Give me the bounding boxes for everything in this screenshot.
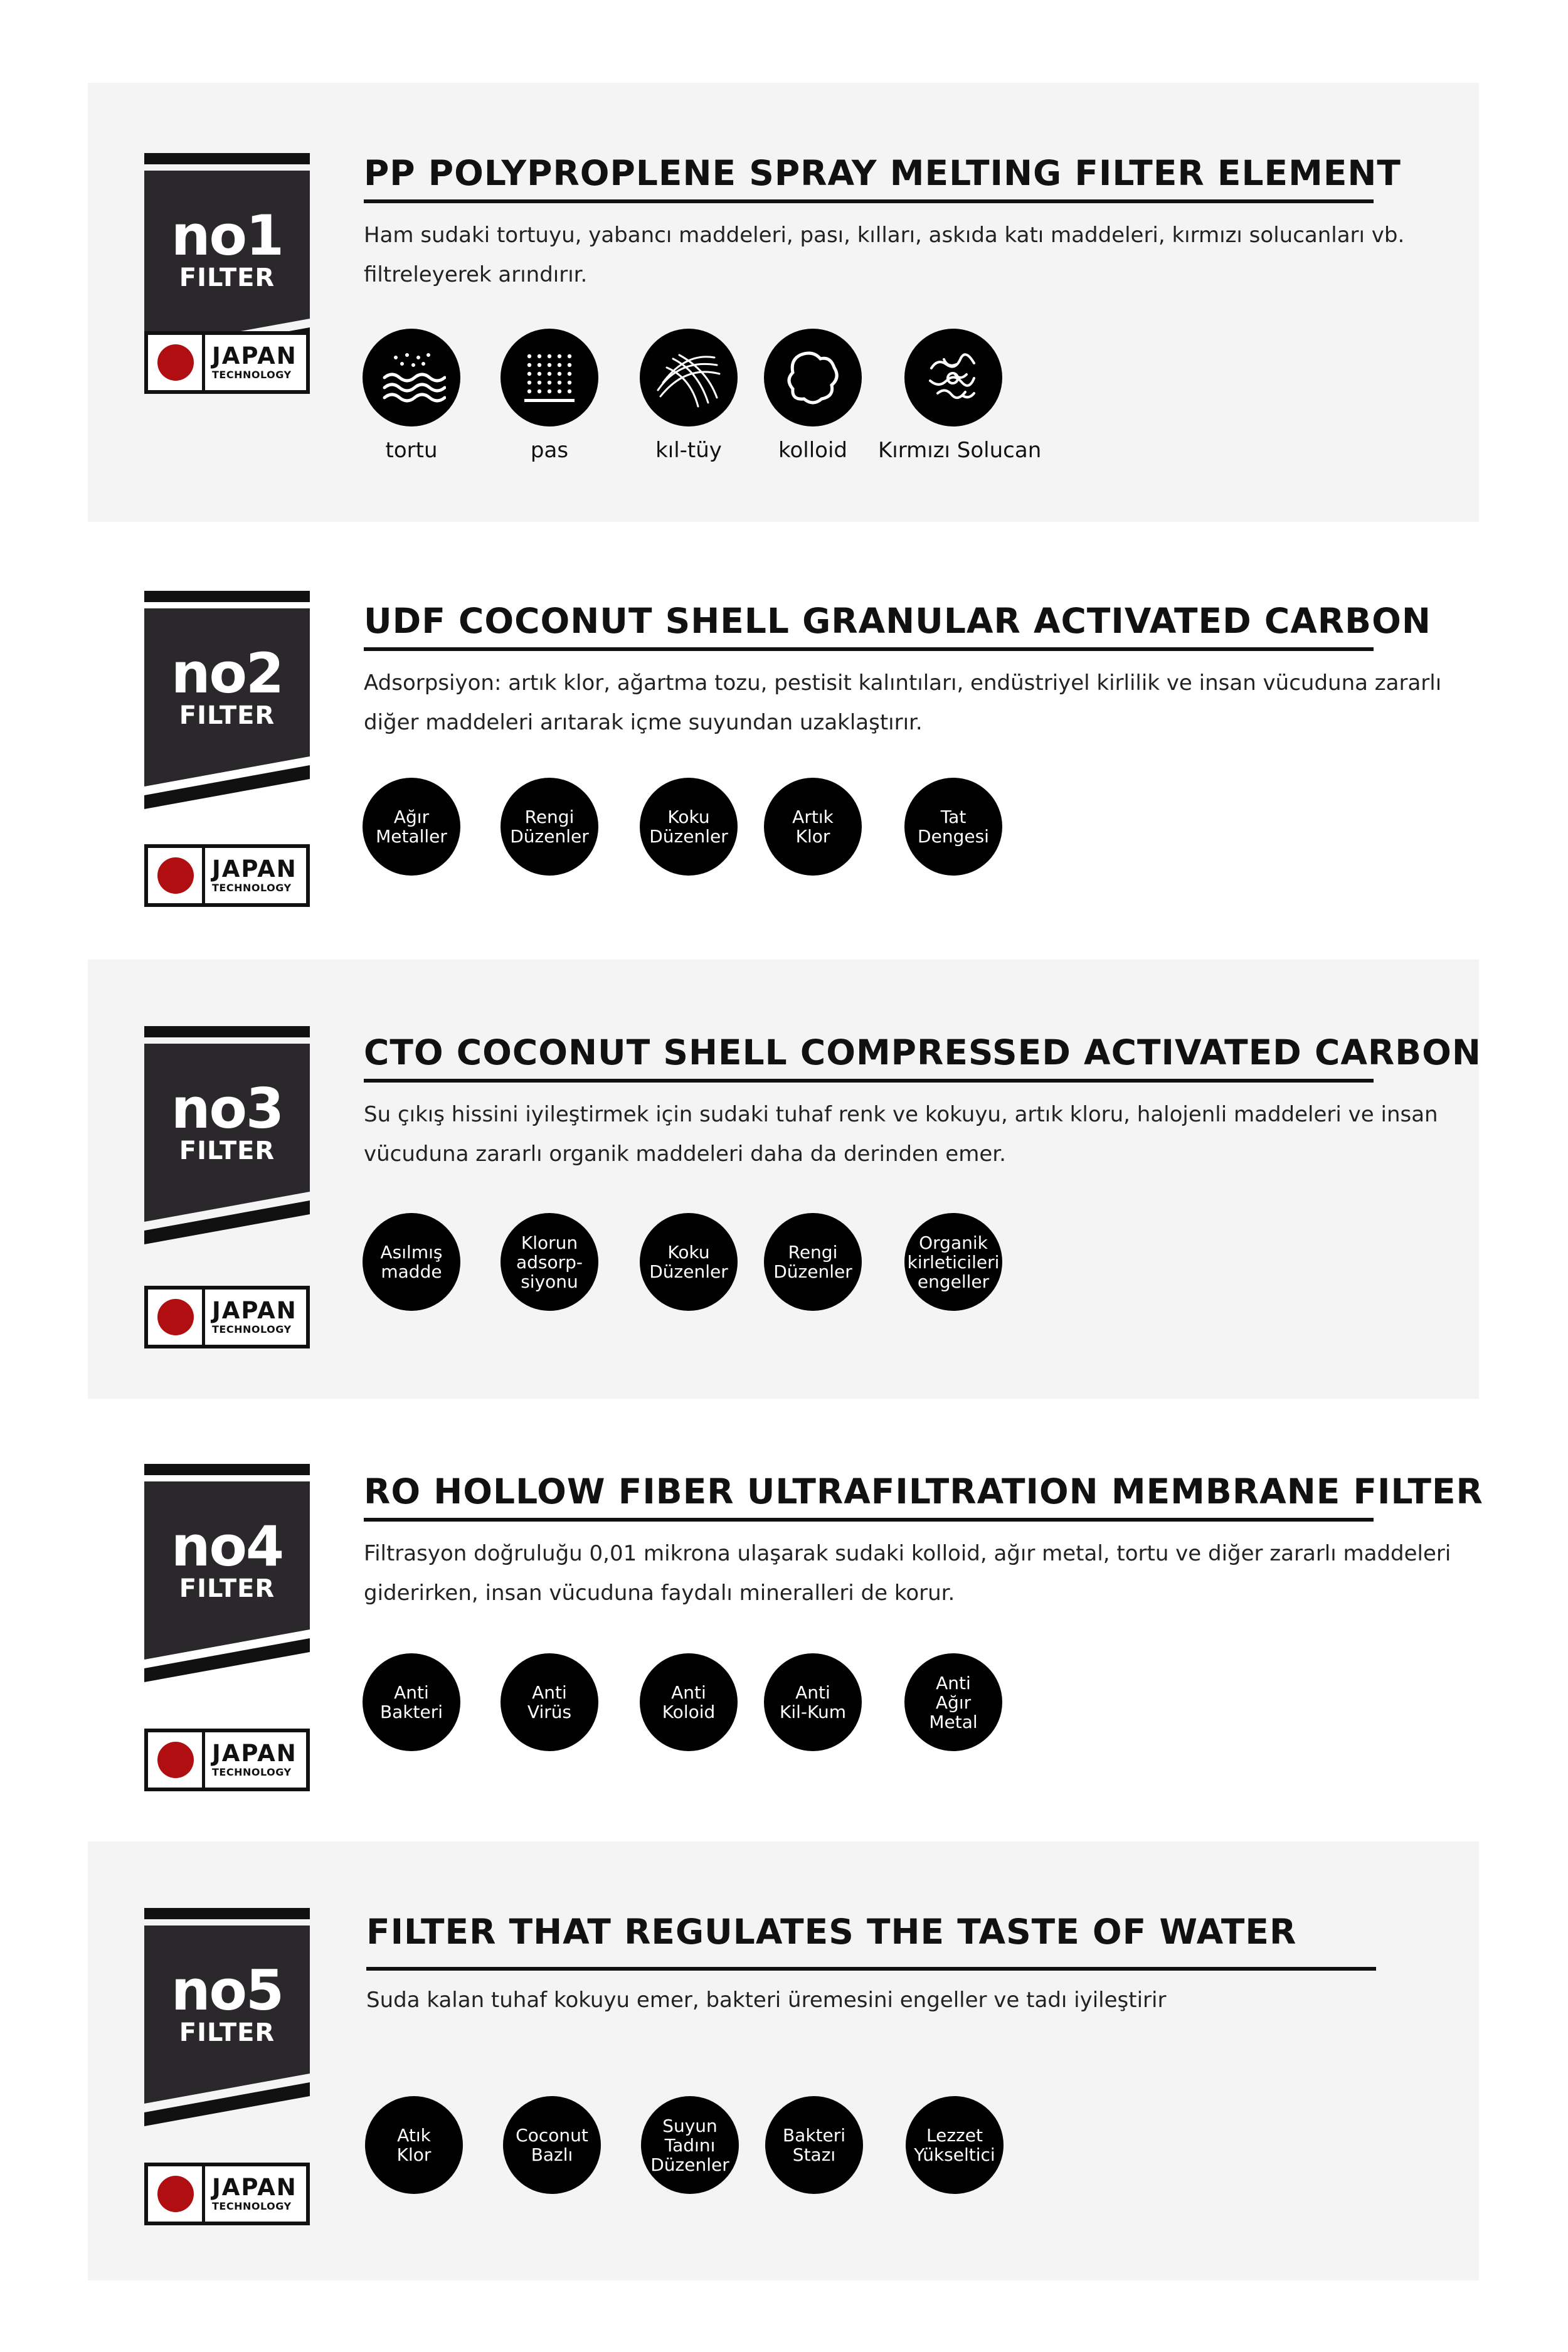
feature-circle: Anti Ağır Metal [904,1653,1002,1751]
icon-label: tortu [385,438,438,463]
feature-circle: Anti Koloid [640,1653,738,1751]
rust-dots-icon [501,329,598,426]
title-divider [364,199,1374,203]
filter-badge [144,1908,310,2141]
feature-circle: Koku Düzenler [640,1213,738,1311]
title-divider [366,1967,1376,1971]
filter-label: FILTER [179,1136,275,1165]
filter-badge [144,1026,310,1259]
colloid-icon [764,329,862,426]
filter-description: Su çıkış hissini iyileştirmek için sudaki tuhaf renk ve kokuyu, artık kloru, halojenli maddeleri ve insan vücuduna zararlı organik maddeleri daha da derinden emer. [364,1102,1438,1167]
feature-circle: Lezzet Yükseltici [906,2096,1004,2194]
filter-section-5 [88,1841,1479,2280]
feature-circle: Coconut Bazlı [503,2096,601,2194]
icon-label: Kırmızı Solucan [878,438,1042,463]
filter-number: no4 [171,1514,283,1579]
feature-circle: Anti Virüs [501,1653,598,1751]
rising-sun-icon [157,2176,194,2212]
feature-circle: Rengi Düzenler [501,778,598,876]
rising-sun-icon [157,1742,194,1778]
filter-description: Adsorpsiyon: artık klor, ağartma tozu, pestisit kalıntıları, endüstriyel kirlilik ve insan vücuduna zararlı diğer maddeleri arıtarak içme suyundan uzaklaştırır. [364,670,1442,735]
icon-label: kıl-tüy [655,438,722,463]
japan-technology-logo: JAPAN TECHNOLOGY [144,1729,310,1791]
filter-badge [144,1464,310,1697]
feature-circle: Ağır Metaller [363,778,460,876]
filter-title: RO HOLLOW FIBER ULTRAFILTRATION MEMBRANE FILTER [364,1471,1483,1512]
feature-circle: Organik kirleticileri engeller [904,1213,1002,1311]
japan-technology-logo: JAPAN TECHNOLOGY [144,2163,310,2225]
filter-description: Filtrasyon doğruluğu 0,01 mikrona ulaşarak sudaki kolloid, ağır metal, tortu ve diğer zararlı maddeleri giderirken, insan vücuduna faydalı mineralleri de korur. [364,1541,1451,1606]
filter-label: FILTER [179,701,275,730]
feature-circle: Bakteri Stazı [765,2096,863,2194]
feature-circle: Koku Düzenler [640,778,738,876]
feature-circle: Suyun Tadını Düzenler [641,2096,739,2194]
filter-description: Ham sudaki tortuyu, yabancı maddeleri, pası, kılları, askıda katı maddeleri, kırmızı solucanları vb. filtreleyerek arındırır. [364,223,1405,287]
filter-title: FILTER THAT REGULATES THE TASTE OF WATER [366,1912,1297,1952]
title-divider [364,1518,1374,1522]
worm-icon [904,329,1002,426]
japan-technology-logo: JAPAN TECHNOLOGY [144,331,310,394]
feature-circle: Anti Kil-Kum [764,1653,862,1751]
feature-circle: Tat Dengesi [904,778,1002,876]
feature-circle: Asılmış madde [363,1213,460,1311]
hair-icon [640,329,738,426]
rising-sun-icon [157,344,194,381]
feature-circle: Atık Klor [365,2096,463,2194]
filter-badge [144,591,310,824]
filter-label: FILTER [179,263,275,292]
filter-label: FILTER [179,1574,275,1603]
feature-circle: Rengi Düzenler [764,1213,862,1311]
feature-circle: Artık Klor [764,778,862,876]
title-divider [364,1079,1374,1083]
filter-description: Suda kalan tuhaf kokuyu emer, bakteri üremesini engeller ve tadı iyileştirir [366,1988,1167,2013]
filter-section-2 [88,521,1479,960]
filter-section-4 [88,1399,1483,1838]
filter-number: no3 [171,1076,283,1141]
title-divider [364,647,1374,651]
filter-section-1 [88,83,1479,522]
rising-sun-icon [157,1299,194,1335]
icon-label: pas [530,438,569,463]
japan-technology-logo: JAPAN TECHNOLOGY [144,1286,310,1348]
filter-title: CTO COCONUT SHELL COMPRESSED ACTIVATED CARBON [364,1032,1481,1073]
filter-section-3 [88,960,1479,1399]
filter-label: FILTER [179,2018,275,2047]
filter-title: UDF COCONUT SHELL GRANULAR ACTIVATED CARBON [364,601,1431,641]
feature-circle: Anti Bakteri [363,1653,460,1751]
filter-number: no2 [171,641,283,706]
filter-number: no1 [171,203,283,268]
filter-number: no5 [171,1958,283,2023]
japan-technology-logo: JAPAN TECHNOLOGY [144,844,310,907]
sediment-icon [363,329,460,426]
feature-circle: Klorun adsorp- siyonu [501,1213,598,1311]
rising-sun-icon [157,857,194,894]
icon-label: kolloid [778,438,847,463]
filter-title: PP POLYPROPLENE SPRAY MELTING FILTER ELEMENT [364,153,1401,193]
